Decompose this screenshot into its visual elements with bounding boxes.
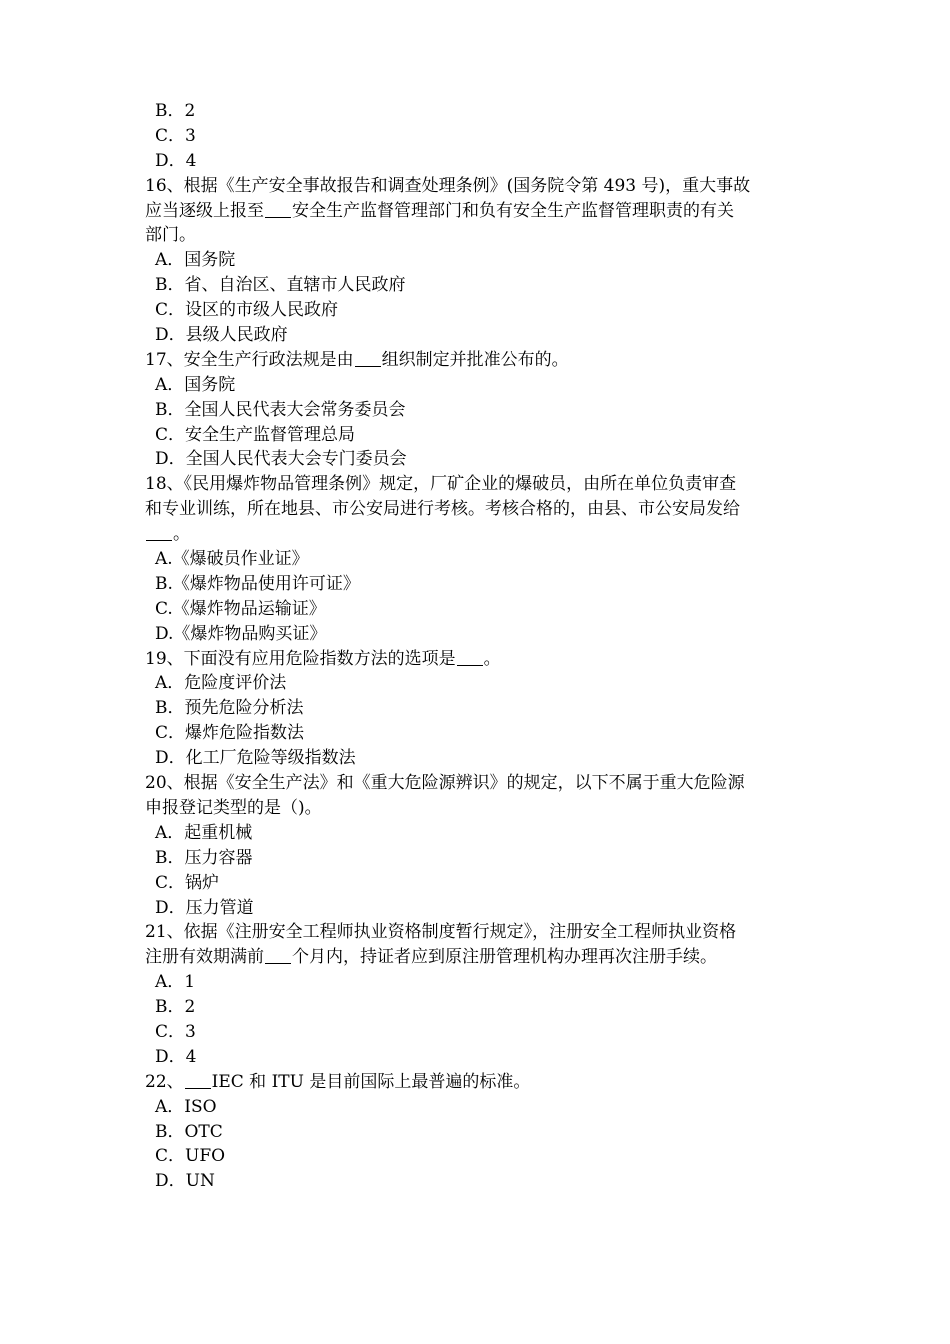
- question-line: [145, 945, 825, 970]
- line-text: 安全生产监督管理部门和负有安全生产监督管理职责的有关: [292, 200, 734, 221]
- line-text: 20、根据《安全生产法》和《重大危险源辨识》的规定，以下不属于重大危险源: [145, 773, 745, 794]
- option-line: [145, 896, 825, 921]
- line-text: 个月内，持证者应到原注册管理机构办理再次注册手续。: [292, 947, 717, 968]
- option-line: [145, 721, 825, 746]
- answer-blank: [265, 947, 291, 964]
- option-line: [145, 671, 825, 696]
- option-line: [145, 821, 825, 846]
- answer-blank: [355, 350, 381, 367]
- line-text: C．3: [155, 125, 196, 146]
- line-text: A．国务院: [155, 374, 236, 395]
- line-text: B．省、自治区、直辖市人民政府: [155, 275, 406, 296]
- line-text: C.《爆炸物品运输证》: [155, 598, 326, 619]
- line-text: C．3: [155, 1021, 196, 1042]
- option-line: [145, 99, 825, 124]
- line-text: 申报登记类型的是（)。: [145, 797, 322, 818]
- line-text: A．起重机械: [155, 822, 253, 843]
- option-line: [145, 572, 825, 597]
- question-line: [145, 174, 825, 199]
- question-line: [145, 920, 825, 945]
- option-line: [145, 273, 825, 298]
- line-text: 16、根据《生产安全事故报告和调查处理条例》(国务院令第 493 号)，重大事故: [145, 175, 751, 196]
- line-text: C．爆炸危险指数法: [155, 723, 305, 744]
- line-text: D．UN: [155, 1171, 215, 1192]
- document-body: [145, 99, 825, 1194]
- line-text: A．ISO: [155, 1096, 217, 1117]
- answer-blank: [265, 201, 291, 218]
- question-line: [145, 497, 825, 522]
- line-text: 和专业训练，所在地县、市公安局进行考核。考核合格的，由县、市公安局发给: [145, 499, 740, 520]
- line-text: B．2: [155, 101, 196, 121]
- line-text: B.《爆炸物品使用许可证》: [155, 573, 360, 594]
- option-line: [145, 547, 825, 572]
- line-text: C．UFO: [155, 1146, 226, 1167]
- line-text: 19、下面没有应用危险指数方法的选项是: [145, 648, 456, 669]
- option-line: [145, 1045, 825, 1070]
- option-line: [145, 696, 825, 721]
- line-text: 22、: [145, 1071, 184, 1092]
- line-text: C．安全生产监督管理总局: [155, 424, 356, 445]
- option-line: [145, 995, 825, 1020]
- question-line: [145, 223, 825, 248]
- question-line: [145, 472, 825, 497]
- question-line: [145, 522, 825, 547]
- line-text: D．4: [155, 150, 197, 171]
- option-line: [145, 746, 825, 771]
- line-text: D．全国人民代表大会专门委员会: [155, 449, 407, 470]
- line-text: B．2: [155, 997, 196, 1018]
- line-text: A．1: [155, 972, 196, 993]
- line-text: 。: [173, 524, 190, 545]
- option-line: [145, 124, 825, 149]
- question-line: [145, 348, 825, 373]
- line-text: 部门。: [145, 225, 196, 246]
- answer-blank: [146, 524, 172, 541]
- option-line: [145, 597, 825, 622]
- option-line: [145, 398, 825, 423]
- line-text: C．锅炉: [155, 872, 220, 893]
- line-text: D．化工厂危险等级指数法: [155, 748, 356, 769]
- line-text: A．危险度评价法: [155, 673, 287, 694]
- line-text: 应当逐级上报至: [145, 200, 264, 221]
- line-text: 注册有效期满前: [145, 947, 264, 968]
- line-text: D.《爆炸物品购买证》: [155, 623, 327, 644]
- line-text: B．预先危险分析法: [155, 698, 304, 719]
- line-text: IEC 和 ITU 是目前国际上最普遍的标准。: [211, 1071, 531, 1092]
- option-line: [145, 423, 825, 448]
- line-text: B．OTC: [155, 1121, 223, 1142]
- line-text: A.《爆破员作业证》: [155, 549, 309, 570]
- option-line: [145, 622, 825, 647]
- option-line: [145, 871, 825, 896]
- question-line: [145, 771, 825, 796]
- line-text: 21、依据《注册安全工程师执业资格制度暂行规定》，注册安全工程师执业资格: [145, 922, 737, 943]
- line-text: D．压力管道: [155, 897, 254, 918]
- option-line: [145, 1120, 825, 1145]
- option-line: [145, 1020, 825, 1045]
- option-line: [145, 149, 825, 174]
- line-text: C．设区的市级人民政府: [155, 300, 339, 321]
- option-line: [145, 298, 825, 323]
- option-line: [145, 846, 825, 871]
- answer-blank: [457, 649, 483, 666]
- line-text: D．县级人民政府: [155, 325, 288, 346]
- question-line: [145, 199, 825, 224]
- option-line: [145, 447, 825, 472]
- option-line: [145, 323, 825, 348]
- line-text: A．国务院: [155, 250, 236, 271]
- option-line: [145, 1169, 825, 1194]
- question-line: [145, 647, 825, 672]
- answer-blank: [185, 1072, 211, 1089]
- line-text: D．4: [155, 1046, 197, 1067]
- question-line: [145, 796, 825, 821]
- option-line: [145, 970, 825, 995]
- line-text: B．全国人民代表大会常务委员会: [155, 399, 406, 420]
- option-line: [145, 1144, 825, 1169]
- option-line: [145, 1095, 825, 1120]
- line-text: B．压力容器: [155, 847, 253, 868]
- line-text: 18、《民用爆炸物品管理条例》规定，厂矿企业的爆破员，由所在单位负责审查: [145, 474, 737, 495]
- line-text: 。: [483, 648, 501, 669]
- line-text: 组织制定并批准公布的。: [381, 349, 569, 370]
- line-text: 17、安全生产行政法规是由: [145, 349, 354, 370]
- question-line: [145, 1070, 825, 1095]
- option-line: [145, 373, 825, 398]
- option-line: [145, 248, 825, 273]
